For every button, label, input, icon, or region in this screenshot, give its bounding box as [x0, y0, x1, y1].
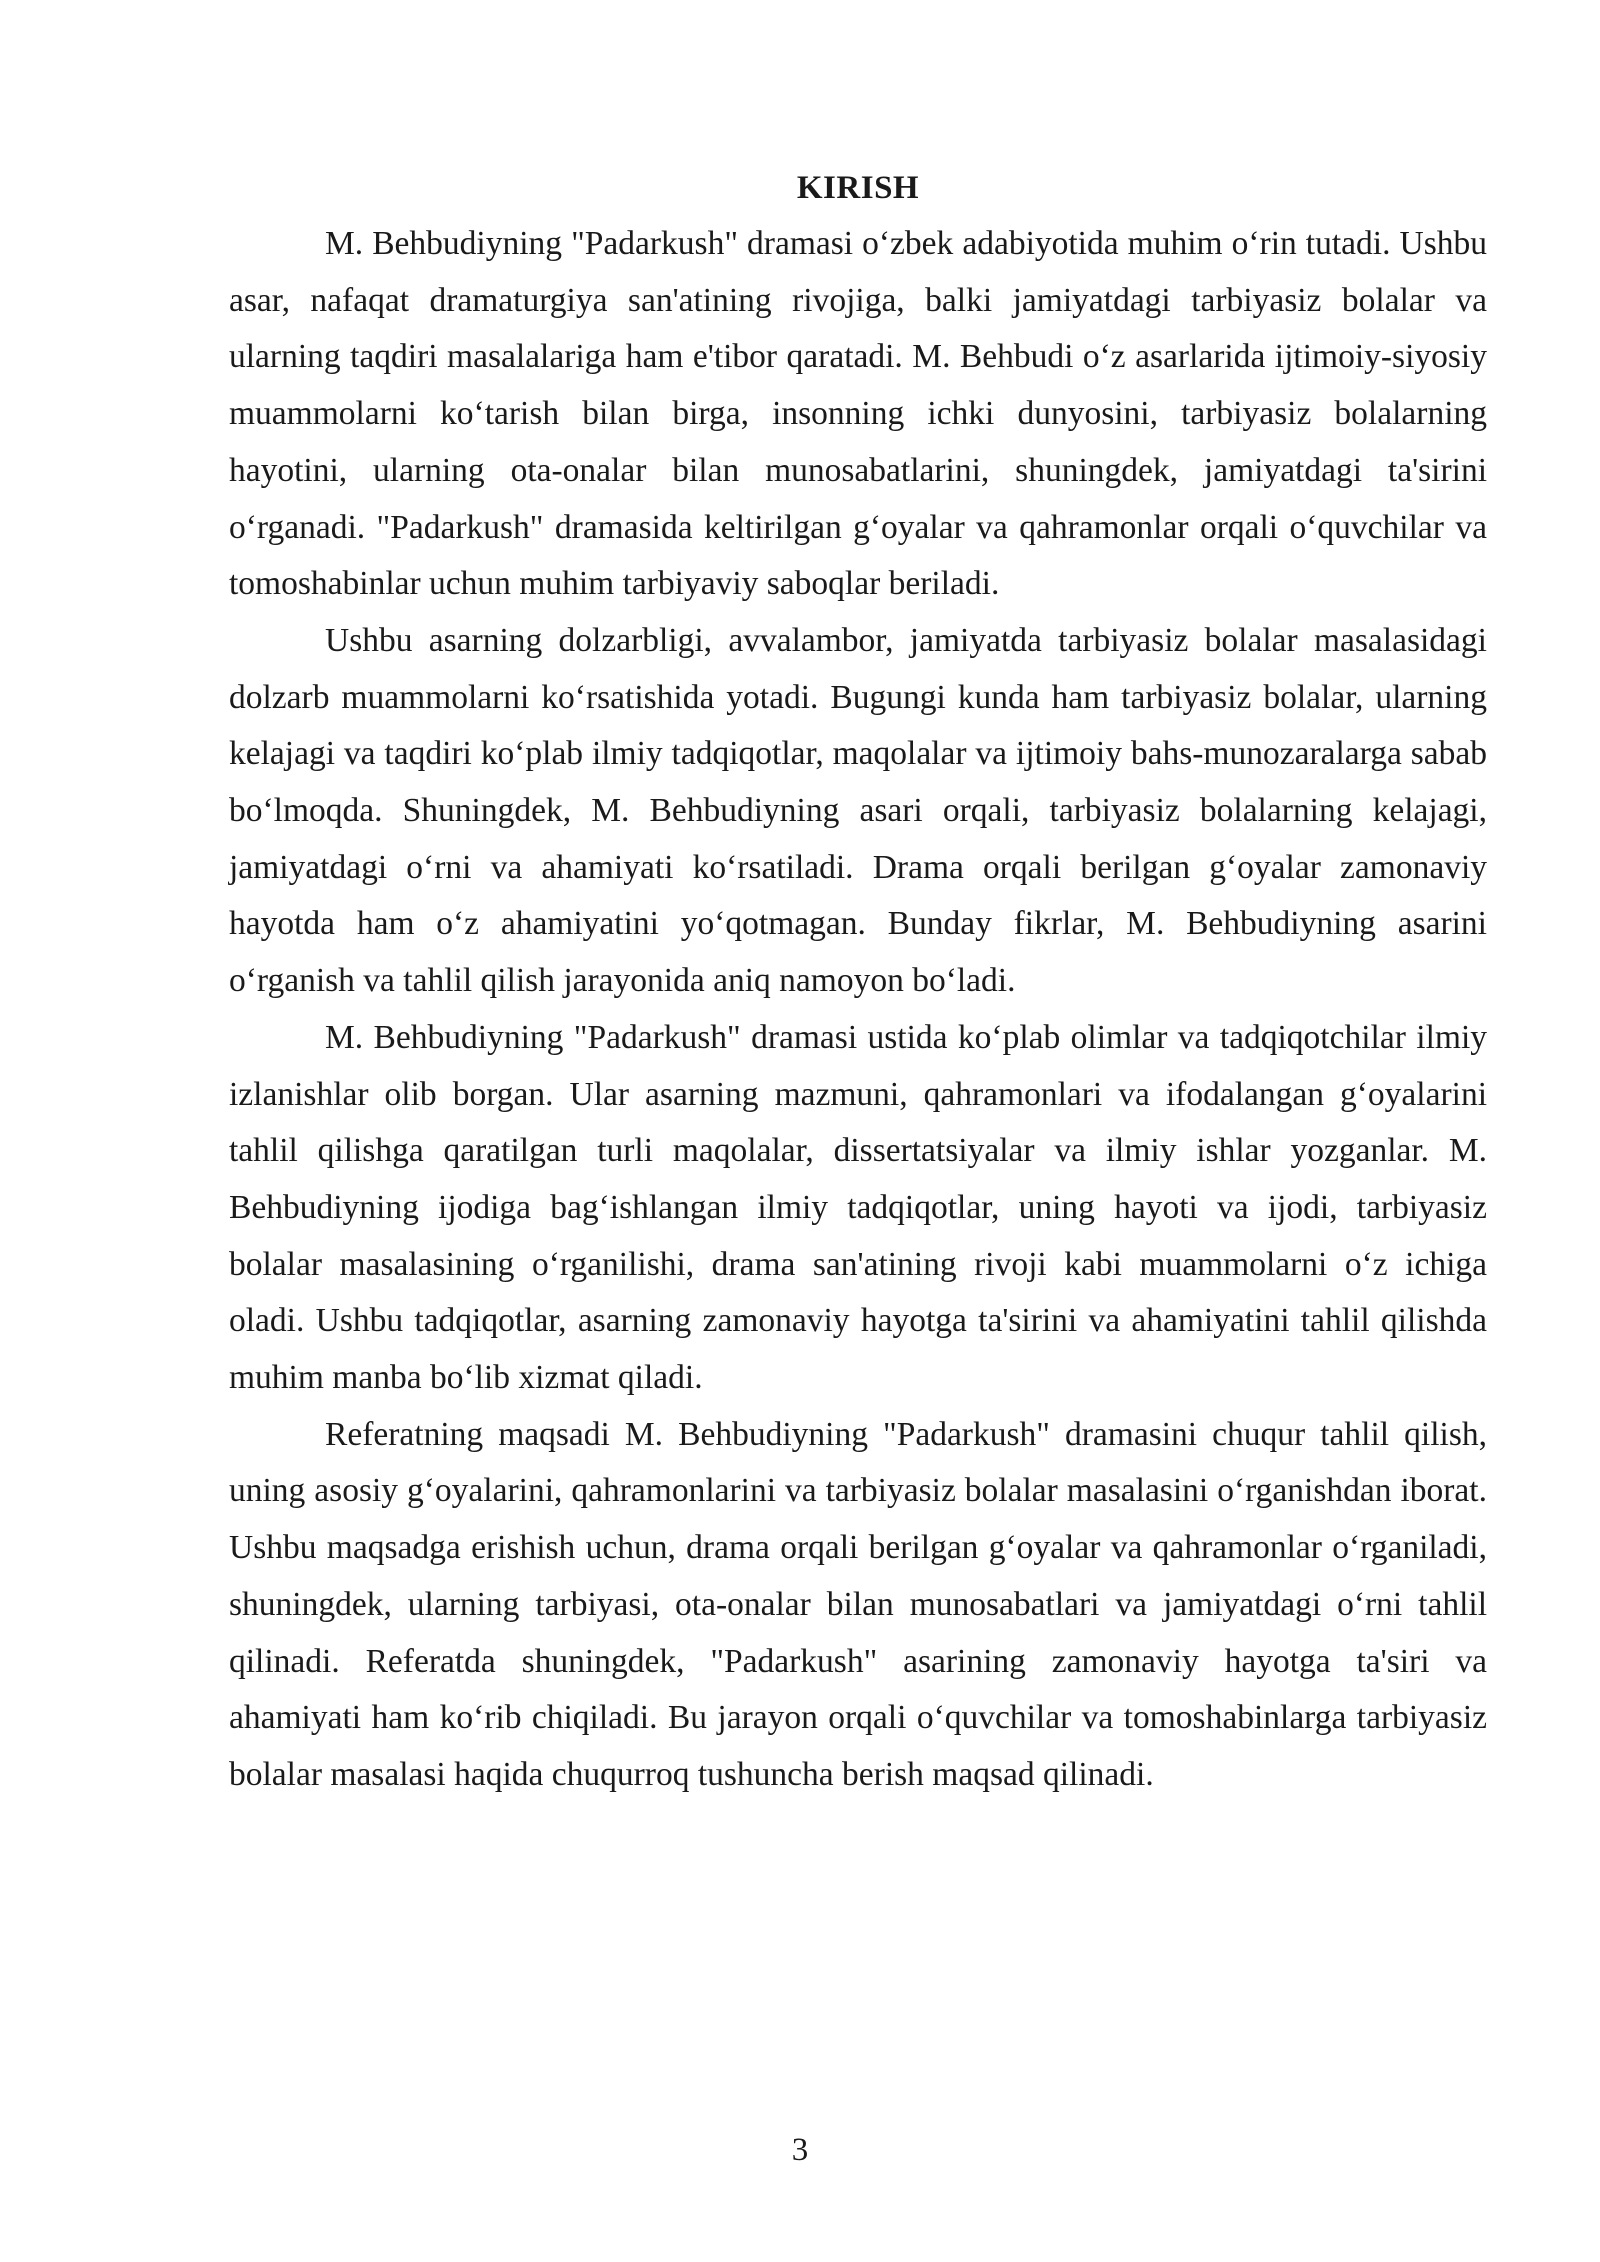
section-title: KIRISH — [796, 170, 920, 206]
paragraph-goal: Referatning maqsadi M. Behbudiyning "Padarkush" dramasini chuqur tahlil qilish, uning asosiy gʻoyalarini, qahramonlarini va tarbiyasiz bolalar masalasini oʻrganishdan iborat. Ushbu maqsadga erishish uchun, drama orqali berilgan gʻoyalar va qahramonlar oʻrganiladi, shuningdek, ularning tarbiyasi, ota-onalar bilan munosabatlari va jamiyatdagi oʻrni tahlil qilinadi. Referatda shuningdek, "Padarkush" asarining zamonaviy hayotga ta'siri va ahamiyati ham koʻrib chiqiladi. Bu jarayon orqali oʻquvchilar va tomoshabinlarga tarbiyasiz bolalar masalasi haqida chuqurroq tushuncha berish maqsad qilinadi. — [229, 1415, 1487, 1793]
paragraph-research: M. Behbudiyning "Padarkush" dramasi ustida koʻplab olimlar va tadqiqotchilar ilmiy izlanishlar olib borgan. Ular asarning mazmuni, qahramonlari va ifodalangan gʻoyalarini tahlil qilishga qaratilgan turli maqolalar, dissertatsiyalar va ilmiy ishlar yozganlar. M. Behbudiyning ijodiga bagʻishlangan ilmiy tadqiqotlar, uning hayoti va ijodi, tarbiyasiz bolalar masalasining oʻrganilishi, drama san'atining rivoji kabi muammolarni oʻz ichiga oladi. Ushbu tadqiqotlar, asarning zamonaviy hayotga ta'sirini va ahamiyatini tahlil qilishda muhim manba boʻlib xizmat qiladi. — [229, 1018, 1487, 1397]
paragraph-relevance: Ushbu asarning dolzarbligi, avvalambor, jamiyatda tarbiyasiz bolalar masalasidagi dolzarb muammolarni koʻrsatishida yotadi. Bugungi kunda ham tarbiyasiz bolalar, ularning kelajagi va taqdiri koʻplab ilmiy tadqiqotlar, maqolalar va ijtimoiy bahs-munozaralarga sabab boʻlmoqda. Shuningdek, M. Behbudiyning asari orqali, tarbiyasiz bolalarning kelajagi, jamiyatdagi oʻrni va ahamiyati koʻrsatiladi. Drama orqali berilgan gʻoyalar zamonaviy hayotda ham oʻz ahamiyatini yoʻqotmagan. Bunday fikrlar, M. Behbudiyning asarini oʻrganish va tahlil qilish jarayonida aniq namoyon boʻladi. — [229, 621, 1487, 1000]
page-body — [229, 160, 1487, 1804]
paragraph-intro: M. Behbudiyning "Padarkush" dramasi oʻzbek adabiyotida muhim oʻrin tutadi. Ushbu asar, nafaqat dramaturgiya san'atining rivojiga, balki jamiyatdagi tarbiyasiz bolalar va ularning taqdiri masalalariga ham e'tibor qaratadi. M. Behbudi oʻz asarlarida ijtimoiy-siyosiy muammolarni koʻtarish bilan birga, insonning ichki dunyosini, tarbiyasiz bolalarning hayotini, ularning ota-onalar bilan munosabatlarini, shuningdek, jamiyatdagi ta'sirini oʻrganadi. "Padarkush" dramasida keltirilgan gʻoyalar va qahramonlar orqali oʻquvchilar va tomoshabinlar uchun muhim tarbiyaviy saboqlar beriladi. — [229, 225, 1487, 603]
page-number: 3 — [791, 2132, 809, 2168]
